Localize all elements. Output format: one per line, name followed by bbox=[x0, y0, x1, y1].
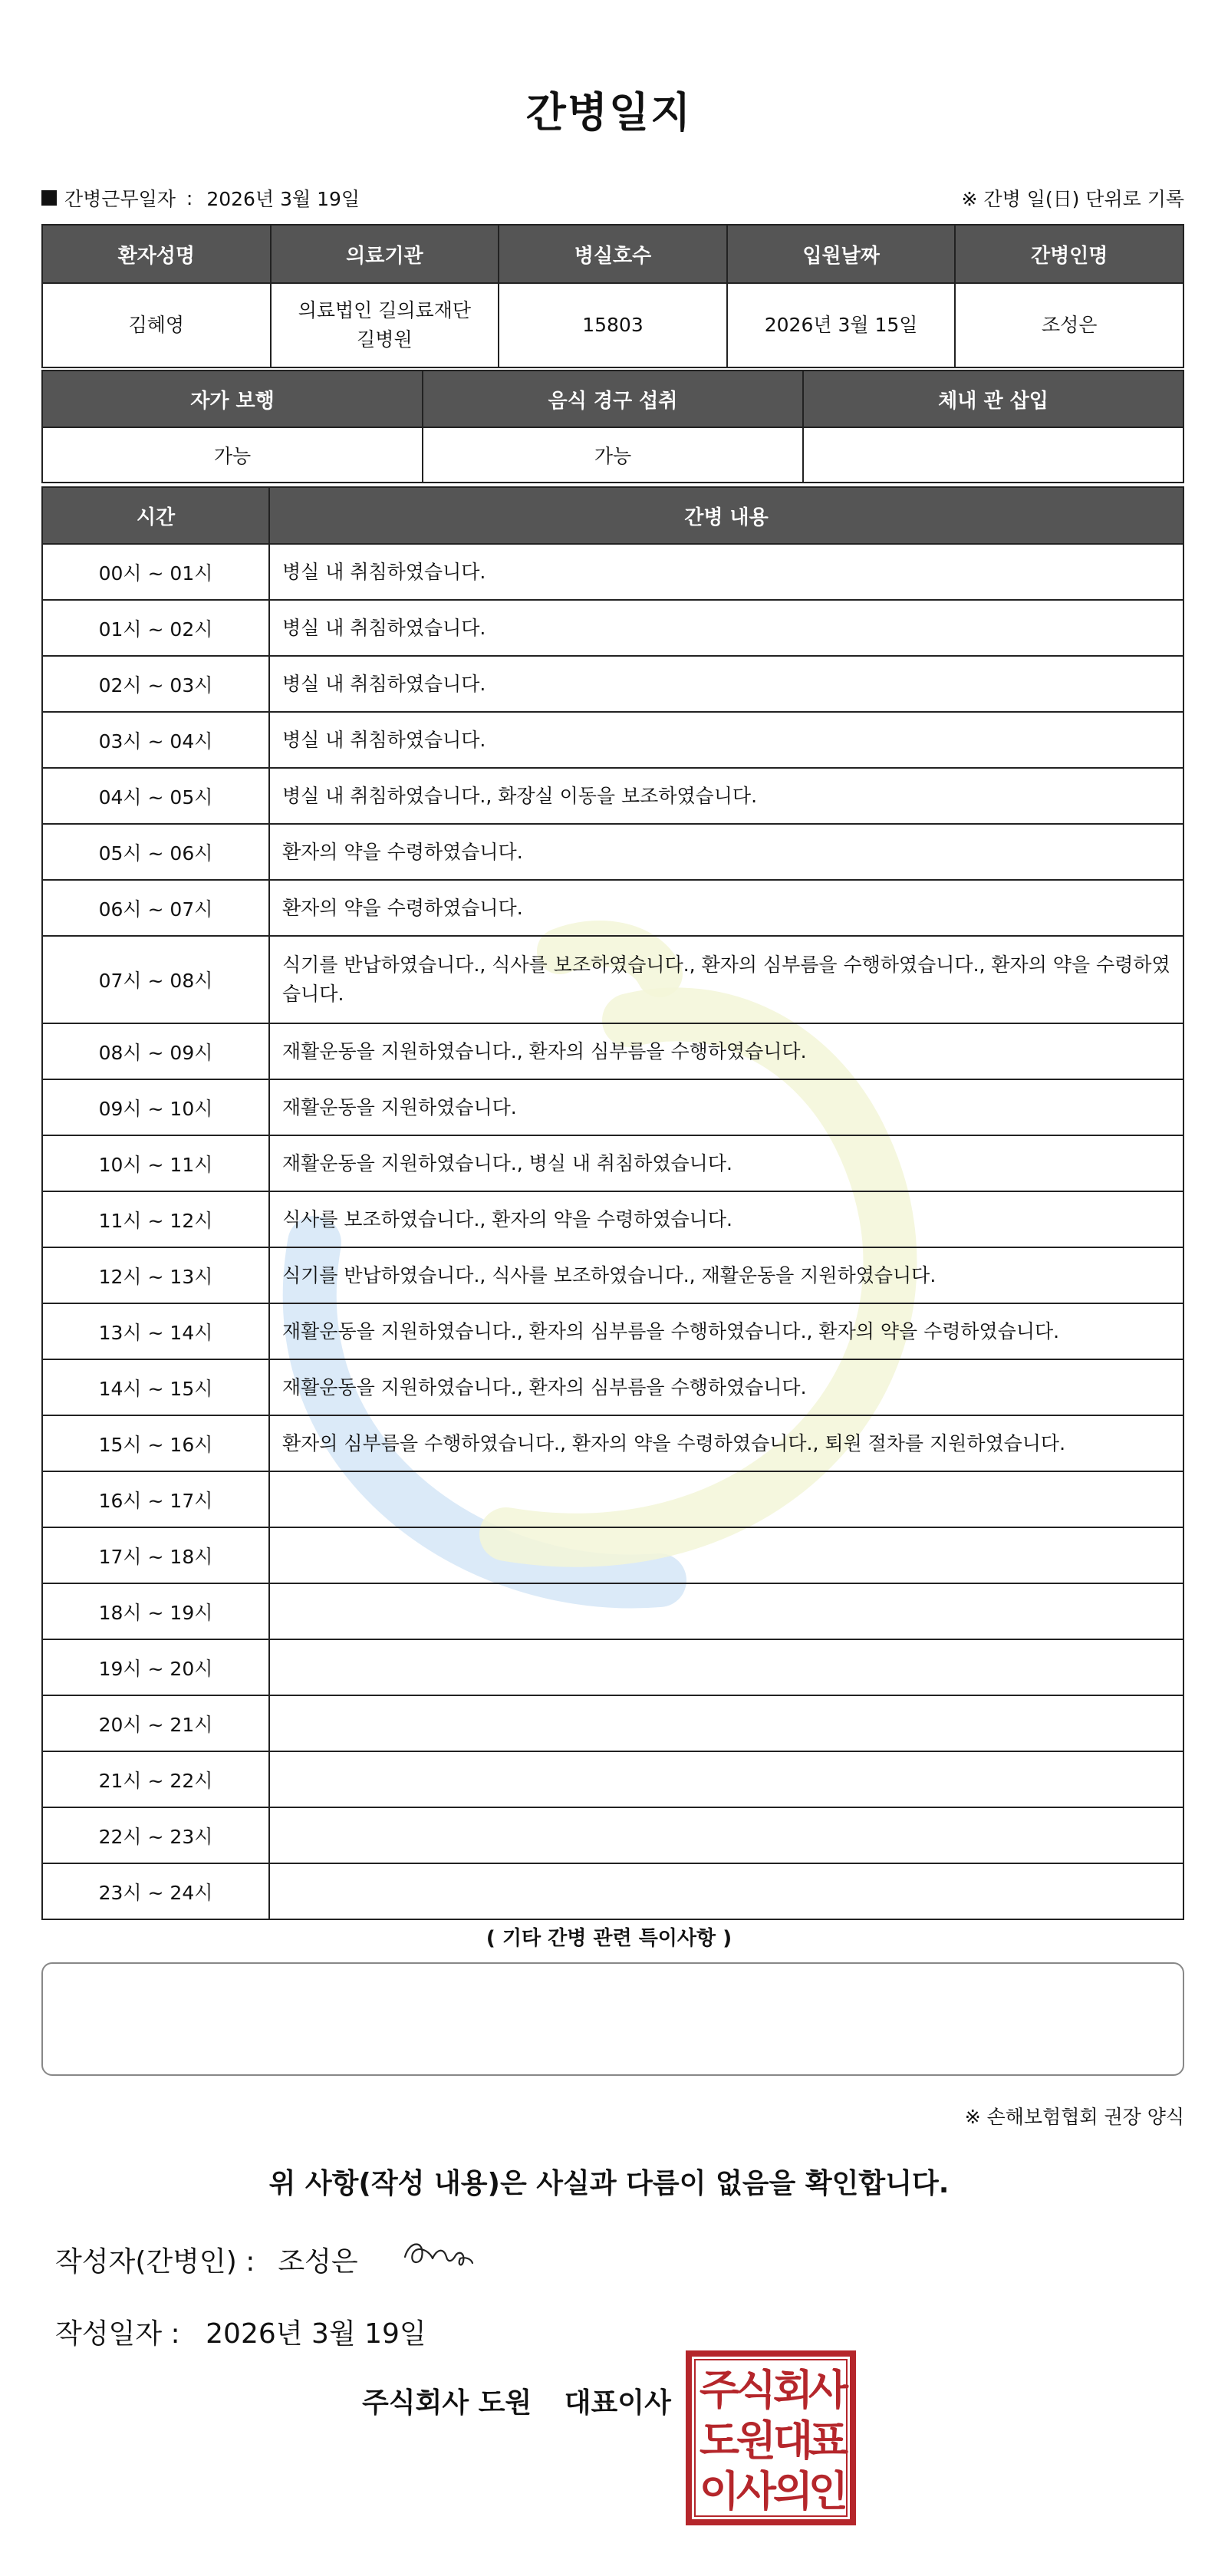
care-content: 식사를 보조하였습니다., 환자의 약을 수령하였습니다. bbox=[269, 1191, 1183, 1247]
care-content bbox=[269, 1751, 1183, 1807]
work-date-label: 간병근무일자 bbox=[64, 188, 176, 210]
patient-status-header-row bbox=[42, 371, 1183, 427]
table-row bbox=[42, 1863, 1183, 1919]
care-content: 재활운동을 지원하였습니다., 환자의 심부름을 수행하였습니다. bbox=[269, 1359, 1183, 1415]
care-content bbox=[269, 1527, 1183, 1583]
care-content: 병실 내 취침하였습니다. bbox=[269, 544, 1183, 600]
time-slot: 19시 ~ 20시 bbox=[42, 1639, 269, 1695]
svg-text:인: 인 bbox=[808, 2467, 849, 2515]
record-unit-note: ※ 간병 일(日) 단위로 기록 bbox=[961, 188, 1184, 210]
care-content: 환자의 약을 수령하였습니다. bbox=[269, 880, 1183, 936]
hourly-care-log-table bbox=[41, 486, 1184, 1920]
care-content: 병실 내 취침하였습니다. bbox=[269, 600, 1183, 656]
patient-name: 김혜영 bbox=[42, 283, 271, 367]
svg-text:회: 회 bbox=[772, 2366, 814, 2414]
time-slot: 16시 ~ 17시 bbox=[42, 1471, 269, 1527]
time-slot: 22시 ~ 23시 bbox=[42, 1807, 269, 1863]
table-row bbox=[42, 880, 1183, 936]
time-slot: 14시 ~ 15시 bbox=[42, 1359, 269, 1415]
svg-text:식: 식 bbox=[736, 2366, 777, 2414]
time-slot: 17시 ~ 18시 bbox=[42, 1527, 269, 1583]
care-content: 환자의 심부름을 수행하였습니다., 환자의 약을 수령하였습니다., 퇴원 절차를 지원하였습니다. bbox=[269, 1415, 1183, 1471]
table-row bbox=[42, 1079, 1183, 1135]
time-slot: 02시 ~ 03시 bbox=[42, 656, 269, 712]
svg-text:이: 이 bbox=[699, 2467, 740, 2515]
svg-text:주: 주 bbox=[699, 2366, 740, 2414]
header-patient-name: 환자성명 bbox=[42, 225, 271, 283]
header-admission-date: 입원날짜 bbox=[727, 225, 956, 283]
header-care-content: 간병 내용 bbox=[269, 487, 1183, 544]
header-tube-insertion: 체내 관 삽입 bbox=[803, 371, 1183, 427]
table-row bbox=[42, 768, 1183, 824]
table-row bbox=[42, 824, 1183, 880]
patient-info-value-row bbox=[42, 283, 1183, 367]
written-date-row bbox=[55, 2312, 426, 2351]
table-row bbox=[42, 544, 1183, 600]
remarks-box bbox=[41, 1962, 1184, 2076]
care-content bbox=[269, 1471, 1183, 1527]
header-room-number: 병실호수 bbox=[499, 225, 727, 283]
header-institution: 의료기관 bbox=[271, 225, 499, 283]
svg-text:의: 의 bbox=[772, 2467, 814, 2515]
table-row bbox=[42, 1583, 1183, 1639]
care-content bbox=[269, 1583, 1183, 1639]
self-walking-value: 가능 bbox=[42, 427, 423, 483]
table-row bbox=[42, 712, 1183, 768]
time-slot: 01시 ~ 02시 bbox=[42, 600, 269, 656]
time-slot: 09시 ~ 10시 bbox=[42, 1079, 269, 1135]
admission-date: 2026년 3월 15일 bbox=[727, 283, 956, 367]
table-row bbox=[42, 1023, 1183, 1079]
time-slot: 07시 ~ 08시 bbox=[42, 936, 269, 1023]
care-content: 병실 내 취침하였습니다. bbox=[269, 712, 1183, 768]
svg-text:원: 원 bbox=[736, 2416, 777, 2465]
writer-row bbox=[55, 2240, 358, 2279]
table-row bbox=[42, 1807, 1183, 1863]
writer-label: 작성자(간병인) : bbox=[55, 2246, 255, 2278]
table-row bbox=[42, 1303, 1183, 1359]
caregiver-name: 조성은 bbox=[955, 283, 1183, 367]
time-slot: 23시 ~ 24시 bbox=[42, 1863, 269, 1919]
time-slot: 13시 ~ 14시 bbox=[42, 1303, 269, 1359]
svg-text:대: 대 bbox=[772, 2416, 814, 2465]
header-caregiver-name: 간병인명 bbox=[955, 225, 1183, 283]
care-content: 병실 내 취침하였습니다., 화장실 이동을 보조하였습니다. bbox=[269, 768, 1183, 824]
header-oral-intake: 음식 경구 섭취 bbox=[423, 371, 803, 427]
care-content bbox=[269, 1639, 1183, 1695]
table-row bbox=[42, 656, 1183, 712]
time-slot: 15시 ~ 16시 bbox=[42, 1415, 269, 1471]
table-row bbox=[42, 1695, 1183, 1751]
care-content: 식기를 반납하였습니다., 식사를 보조하였습니다., 환자의 심부름을 수행하였습니다., 환자의 약을 수령하였습니다. bbox=[269, 936, 1183, 1023]
table-row bbox=[42, 1135, 1183, 1191]
care-content: 재활운동을 지원하였습니다., 환자의 심부름을 수행하였습니다. bbox=[269, 1023, 1183, 1079]
remarks-title: ( 기타 간병 관련 특이사항 ) bbox=[486, 1927, 732, 1950]
table-row bbox=[42, 1639, 1183, 1695]
header-self-walking: 자가 보행 bbox=[42, 371, 423, 427]
time-slot: 21시 ~ 22시 bbox=[42, 1751, 269, 1807]
care-content bbox=[269, 1807, 1183, 1863]
time-slot: 20시 ~ 21시 bbox=[42, 1695, 269, 1751]
table-row bbox=[42, 936, 1183, 1023]
patient-info-header-row bbox=[42, 225, 1183, 283]
patient-status-table bbox=[41, 370, 1184, 483]
time-slot: 00시 ~ 01시 bbox=[42, 544, 269, 600]
care-log-header-row bbox=[42, 487, 1183, 544]
care-content bbox=[269, 1695, 1183, 1751]
oral-intake-value: 가능 bbox=[423, 427, 803, 483]
svg-text:도: 도 bbox=[699, 2416, 740, 2465]
handwritten-signature bbox=[399, 2231, 491, 2277]
square-bullet-icon bbox=[41, 190, 57, 206]
company-seal-stamp bbox=[686, 2350, 856, 2525]
time-slot: 04시 ~ 05시 bbox=[42, 768, 269, 824]
table-row bbox=[42, 1191, 1183, 1247]
time-slot: 10시 ~ 11시 bbox=[42, 1135, 269, 1191]
patient-status-value-row bbox=[42, 427, 1183, 483]
svg-text:사: 사 bbox=[736, 2467, 777, 2515]
header-time: 시간 bbox=[42, 487, 269, 544]
work-date-value: 2026년 3월 19일 bbox=[206, 188, 360, 210]
table-row bbox=[42, 1527, 1183, 1583]
time-slot: 11시 ~ 12시 bbox=[42, 1191, 269, 1247]
time-slot: 06시 ~ 07시 bbox=[42, 880, 269, 936]
company-representative: 대표이사 bbox=[564, 2387, 671, 2419]
written-date-label: 작성일자 : bbox=[55, 2318, 180, 2350]
patient-info-table bbox=[41, 224, 1184, 368]
svg-text:표: 표 bbox=[808, 2416, 849, 2465]
page-title: 간병일지 bbox=[525, 88, 693, 137]
company-line bbox=[362, 2381, 671, 2420]
written-date-value: 2026년 3월 19일 bbox=[206, 2318, 426, 2350]
work-date-colon: : bbox=[186, 186, 193, 209]
company-name: 주식회사 도원 bbox=[362, 2387, 532, 2419]
time-slot: 03시 ~ 04시 bbox=[42, 712, 269, 768]
time-slot: 05시 ~ 06시 bbox=[42, 824, 269, 880]
confirmation-statement: 위 사항(작성 내용)은 사실과 다름이 없음을 확인합니다. bbox=[268, 2168, 950, 2199]
table-row bbox=[42, 1751, 1183, 1807]
care-content: 재활운동을 지원하였습니다. bbox=[269, 1079, 1183, 1135]
tube-insertion-value bbox=[803, 427, 1183, 483]
form-recommendation-note: ※ 손해보험협회 권장 양식 bbox=[964, 2106, 1184, 2128]
room-number: 15803 bbox=[499, 283, 727, 367]
institution-name: 의료법인 길의료재단 길병원 bbox=[271, 283, 499, 367]
care-content: 재활운동을 지원하였습니다., 병실 내 취침하였습니다. bbox=[269, 1135, 1183, 1191]
care-content: 환자의 약을 수령하였습니다. bbox=[269, 824, 1183, 880]
svg-text:사: 사 bbox=[808, 2366, 849, 2414]
care-content bbox=[269, 1863, 1183, 1919]
time-slot: 08시 ~ 09시 bbox=[42, 1023, 269, 1079]
care-content: 재활운동을 지원하였습니다., 환자의 심부름을 수행하였습니다., 환자의 약을 수령하였습니다. bbox=[269, 1303, 1183, 1359]
care-content: 병실 내 취침하였습니다. bbox=[269, 656, 1183, 712]
table-row bbox=[42, 1471, 1183, 1527]
time-slot: 18시 ~ 19시 bbox=[42, 1583, 269, 1639]
table-row bbox=[42, 1359, 1183, 1415]
table-row bbox=[42, 1415, 1183, 1471]
table-row bbox=[42, 1247, 1183, 1303]
care-content: 식기를 반납하였습니다., 식사를 보조하였습니다., 재활운동을 지원하였습니다. bbox=[269, 1247, 1183, 1303]
work-date-row bbox=[41, 184, 360, 212]
writer-name: 조성은 bbox=[278, 2246, 358, 2278]
time-slot: 12시 ~ 13시 bbox=[42, 1247, 269, 1303]
table-row bbox=[42, 600, 1183, 656]
